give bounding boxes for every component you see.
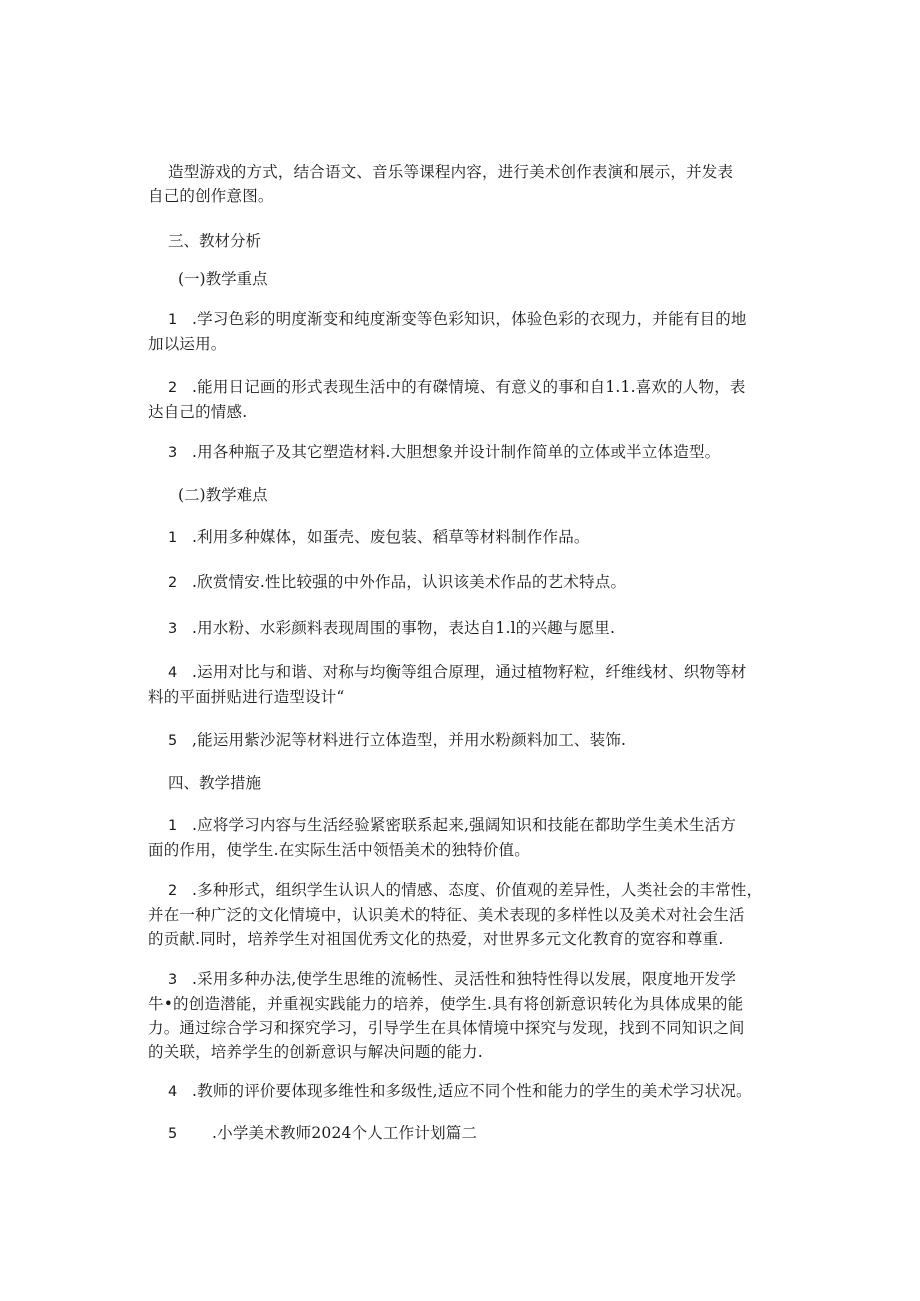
item-number: 3 [168, 445, 178, 461]
section-4-heading: 四、教学措施 [168, 774, 262, 792]
item-text: .用各种瓶子及其它塑造材料.大胆想象并设计制作简单的立体或半立体造型。 [192, 443, 721, 461]
key-point-item [148, 375, 792, 424]
item-text-continued: 料的平面拼贴进行造型设计“ [148, 688, 345, 706]
item-text-continued: 面的作用，使学生.在实际生活中领悟美术的独特价值。 [148, 841, 530, 859]
intro-paragraph [148, 160, 792, 208]
key-points-heading: (一)教学重点 [178, 270, 268, 288]
item-text: .学习色彩的明度渐变和纯度渐变等色彩知识，体验色彩的衣现力，并能有目的地 [192, 310, 747, 328]
item-text: .多种形式，组织学生认识人的情感、态度、价值观的差异性，人类社会的丰常性， [192, 881, 763, 899]
key-point-item [148, 307, 792, 356]
item-text: .应将学习内容与生活经验紧密联系起来,强阔知识和技能在都助学生美术生活方 [192, 816, 737, 834]
difficulty-item [168, 525, 792, 550]
item-text: ,能运用紫沙泥等材料进行立体造型，并用水粉颜料加工、装饰. [192, 731, 627, 749]
item-number: 5 [168, 1126, 178, 1142]
item-number: 4 [168, 1084, 178, 1100]
item-number: 1 [168, 530, 178, 546]
item-number: 5 [168, 733, 178, 749]
item-text-continued: 牛•的创造潜能，并重视实践能力的培养，使学生.具有将创新意识转化为具体成果的能 [148, 995, 744, 1013]
intro-line-2: 自己的创作意图。 [148, 187, 274, 205]
item-text: .运用对比与和谐、对称与均衡等组合原理，通过植物籽粒，纤维线材、织物等材 [192, 663, 747, 681]
key-point-item [168, 440, 792, 465]
measure-item [168, 1079, 792, 1104]
difficulty-item [148, 660, 792, 709]
next-section-title [168, 1121, 792, 1146]
item-text-continued: 加以运用。 [148, 335, 227, 353]
item-number: 2 [168, 380, 178, 396]
item-number: 1 [168, 818, 178, 834]
item-text-continued: 并在一种广泛的文化情境中，认识美术的特征、美术表现的多样性以及美术对社会生活 [148, 906, 745, 924]
item-text: .欣赏情安.性比较强的中外作品，认识该美术作品的艺术特点。 [192, 573, 627, 591]
difficulty-item [168, 616, 792, 641]
item-text-continued: 力。通过综合学习和探究学习，引导学生在具体情境中探究与发现，找到不同知识之间 [148, 1019, 745, 1037]
item-text-continued: 达自己的情感. [148, 403, 248, 421]
item-text: .能用日记画的形式表现生活中的有磔情境、有意义的事和自1.1.喜欢的人物，表 [192, 378, 746, 396]
measure-item [148, 967, 792, 1064]
item-text: .小学美术教师2024个人工作计划篇二 [212, 1124, 478, 1142]
item-text: .利用多种媒体，如蛋壳、废包装、稻草等材料制作作品。 [192, 528, 590, 546]
section-3-heading: 三、教材分析 [168, 232, 262, 250]
item-number: 3 [168, 972, 178, 988]
difficulty-item [168, 570, 792, 595]
item-number: 3 [168, 621, 178, 637]
item-number: 4 [168, 665, 178, 681]
difficulty-item [168, 728, 792, 753]
item-number: 2 [168, 883, 178, 899]
item-text: .教师的评价要体现多维性和多级性,适应不同个性和能力的学生的美术学习状况。 [192, 1082, 752, 1100]
item-text-continued: 的关联，培养学生的创新意识与解决问题的能力. [148, 1043, 483, 1061]
item-text-continued: 的贡献.同时，培养学生对祖国优秀文化的热爱，对世界多元文化教育的宽容和尊重. [148, 930, 724, 948]
item-text: .采用多种办法,使学生思维的流畅性、灵活性和独特性得以发展，限度地开发学 [192, 970, 737, 988]
item-number: 1 [168, 312, 178, 328]
difficulties-heading: (二)教学难点 [178, 486, 268, 504]
item-text: .用水粉、水彩颜料表现周围的事物，表达自1.l的兴趣与愿里. [192, 619, 616, 637]
measure-item [148, 813, 792, 862]
measure-item [148, 878, 792, 951]
intro-line-1: 造型游戏的方式，结合语文、音乐等课程内容，进行美术创作表演和展示，并发表 [168, 163, 734, 181]
item-number: 2 [168, 575, 178, 591]
